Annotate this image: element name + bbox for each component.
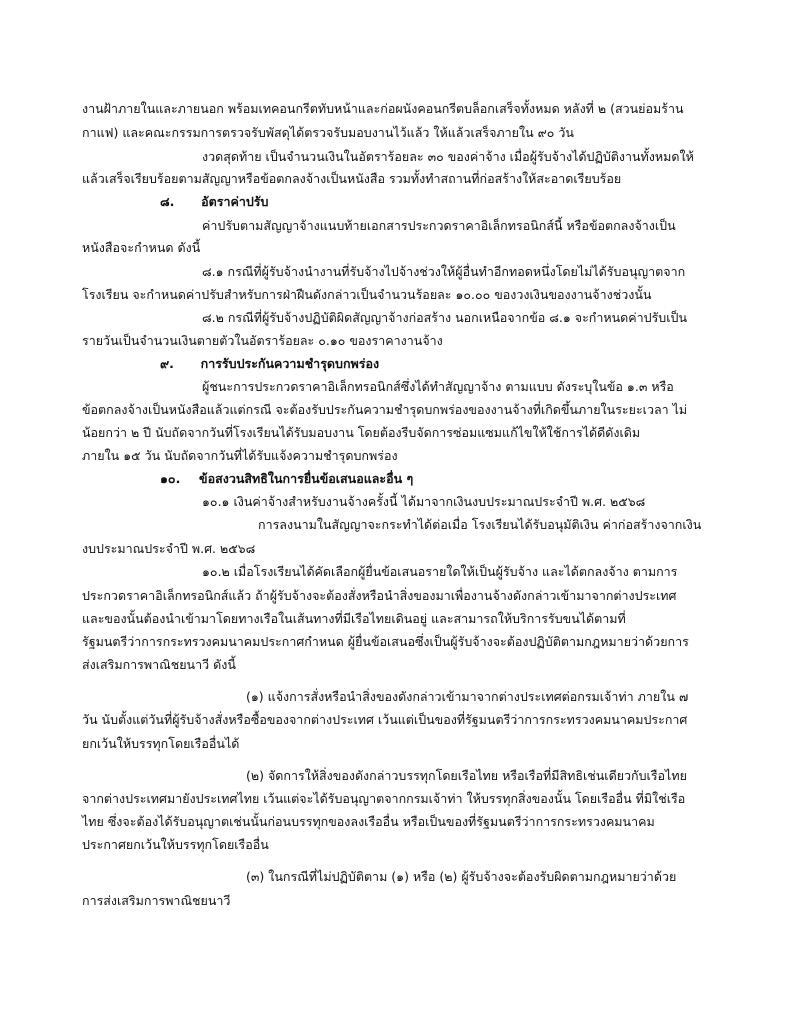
text-line: โรงเรียน จะกำหนดค่าปรับสำหรับการฝ่าฝืนดังกล่าวเป็นจำนวนร้อยละ ๑๐.๐๐ ของวงเงินของงานจ้างช่วงนั้น	[82, 287, 652, 302]
text-line: แล้วเสร็จเรียบร้อยตามสัญญาหรือข้อตกลงจ้างเป็นหนังสือ รวมทั้งทำสถานที่ก่อสร้างให้สะอาดเรียบร้อย	[82, 171, 622, 186]
text-line: การลงนามในสัญญาจะกระทำได้ต่อเมื่อ โรงเรียนได้รับอนุมัติเงิน ค่าก่อสร้างจากเงิน	[258, 517, 702, 532]
text-line: ประกวดราคาอิเล็กทรอนิกส์แล้ว ถ้าผู้รับจ้างจะต้องสั่งหรือนำสิ่งของมาเพื่องานจ้างดังกล่าวเข้ามาจากต่างประเทศ	[82, 588, 677, 603]
text-line: กาแฟ) และคณะกรรมการตรวจรับพัสดุได้ตรวจรับมอบงานไว้แล้ว ให้แล้วเสร็จภายใน ๙๐ วัน	[82, 125, 574, 140]
section-number: ๑๐.	[160, 471, 181, 486]
text-line: ๘.๒ กรณีที่ผู้รับจ้างปฏิบัติผิดสัญญาจ้างก่อสร้าง นอกเหนือจากข้อ ๘.๑ จะกำหนดค่าปรับเป็น	[202, 310, 687, 325]
text-line: หนังสือจะกำหนด ดังนี้	[82, 240, 201, 255]
text-line: และของนั้นต้องนำเข้ามาโดยทางเรือในเส้นทางที่มีเรือไทยเดินอยู่ และสามารถให้บริการรับขนได้ตามที่	[82, 611, 626, 626]
text-line: รัฐมนตรีว่าการกระทรวงคมนาคมประกาศกำหนด ผู้ยื่นข้อเสนอซึ่งเป็นผู้รับจ้างจะต้องปฏิบัติตามกฎหมายว่าด้วยการ	[82, 634, 689, 649]
section-number: ๙.	[160, 356, 174, 371]
section-title: อัตราค่าปรับ	[201, 194, 269, 209]
text-line: ค่าปรับตามสัญญาจ้างแนบท้ายเอกสารประกวดราคาอิเล็กทรอนิกส์นี้ หรือข้อตกลงจ้างเป็น	[202, 218, 676, 233]
text-line: การส่งเสริมการพาณิชยนาวี	[82, 893, 231, 908]
text-line: (๑) แจ้งการสั่งหรือนำสิ่งของดังกล่าวเข้ามาจากต่างประเทศต่อกรมเจ้าท่า ภายใน ๗	[246, 689, 689, 704]
text-line: งบประมาณประจำปี พ.ศ. ๒๕๖๘	[82, 541, 256, 556]
section-title: ข้อสงวนสิทธิในการยื่นข้อเสนอและอื่น ๆ	[199, 471, 414, 486]
section-title: การรับประกันความชำรุดบกพร่อง	[200, 356, 380, 371]
section-8-heading	[160, 193, 268, 211]
text-line: รายวันเป็นจำนวนเงินตายตัวในอัตราร้อยละ ๐.๑๐ ของราคางานจ้าง	[82, 333, 443, 348]
section-10-heading	[160, 470, 413, 488]
text-line: ข้อตกลงจ้างเป็นหนังสือแล้วแต่กรณี จะต้องรับประกันความชำรุดบกพร่องของงานจ้างที่เกิดขึ้นภายในระยะเวลา ไม่	[82, 402, 688, 417]
text-line: ผู้ชนะการประกวดราคาอิเล็กทรอนิกส์ซึ่งได้ทำสัญญาจ้าง ตามแบบ ดังระบุในข้อ ๑.๓ หรือ	[202, 379, 674, 394]
text-line: ภายใน ๑๕ วัน นับถัดจากวันที่ได้รับแจ้งความชำรุดบกพร่อง	[82, 448, 398, 463]
text-line: ๑๐.๑ เงินค่าจ้างสำหรับงานจ้างครั้งนี้ ได้มาจากเงินงบประมาณประจำปี พ.ศ. ๒๕๖๘	[202, 494, 646, 509]
text-line: ยกเว้นให้บรรทุกโดยเรืออื่นได้	[82, 736, 240, 751]
section-number: ๘.	[160, 194, 175, 209]
text-line: งวดสุดท้าย เป็นจำนวนเงินในอัตราร้อยละ ๓๐ ของค่าจ้าง เมื่อผู้รับจ้างได้ปฏิบัติงานทั้งหมดให้	[202, 149, 694, 164]
text-line: วัน นับตั้งแต่วันที่ผู้รับจ้างสั่งหรือซื้อของจากต่างประเทศ เว้นแต่เป็นของที่รัฐมนตรีว่าการกระทรวงคมนาคมประกาศ	[82, 712, 688, 727]
text-line: ๑๐.๒ เมื่อโรงเรียนได้คัดเลือกผู้ยื่นข้อเสนอรายใดให้เป็นผู้รับจ้าง และได้ตกลงจ้าง ตามการ	[202, 564, 678, 579]
text-line: ส่งเสริมการพาณิชยนาวี ดังนี้	[82, 657, 236, 672]
text-line: งานฝ้าภายในและภายนอก พร้อมเทคอนกรีตทับหน้าและก่อผนังคอนกรีตบล็อกเสร็จทั้งหมด หลังที่ ๒ (สวนย่อมร้าน	[82, 101, 684, 116]
text-line: (๓) ในกรณีที่ไม่ปฏิบัติตาม (๑) หรือ (๒) ผู้รับจ้างจะต้องรับผิดตามกฎหมายว่าด้วย	[246, 869, 677, 884]
section-9-heading	[160, 355, 379, 373]
text-line: ไทย ซึ่งจะต้องได้รับอนุญาตเช่นนั้นก่อนบรรทุกของลงเรืออื่น หรือเป็นของที่รัฐมนตรีว่าการกระทรวงคมนาคม	[82, 814, 655, 829]
text-line: ๘.๑ กรณีที่ผู้รับจ้างนำงานที่รับจ้างไปจ้างช่วงให้ผู้อื่นทำอีกทอดหนึ่งโดยไม่ได้รับอนุญาตจาก	[202, 264, 686, 279]
text-line: น้อยกว่า ๒ ปี นับถัดจากวันที่โรงเรียนได้รับมอบงาน โดยต้องรีบจัดการซ่อมแซมแก้ไขให้ใช้การได้ดีดังเดิม	[82, 425, 641, 440]
text-line: (๒) จัดการให้สิ่งของดังกล่าวบรรทุกโดยเรือไทย หรือเรือที่มีสิทธิเช่นเดียวกับเรือไทย	[246, 768, 687, 783]
text-line: ประกาศยกเว้นให้บรรทุกโดยเรืออื่น	[82, 837, 269, 852]
text-line: จากต่างประเทศมายังประเทศไทย เว้นแต่จะได้รับอนุญาตจากกรมเจ้าท่า ให้บรรทุกสิ่งของนั้น โดยเรืออื่น ที่มิใช่เรือ	[82, 791, 686, 806]
